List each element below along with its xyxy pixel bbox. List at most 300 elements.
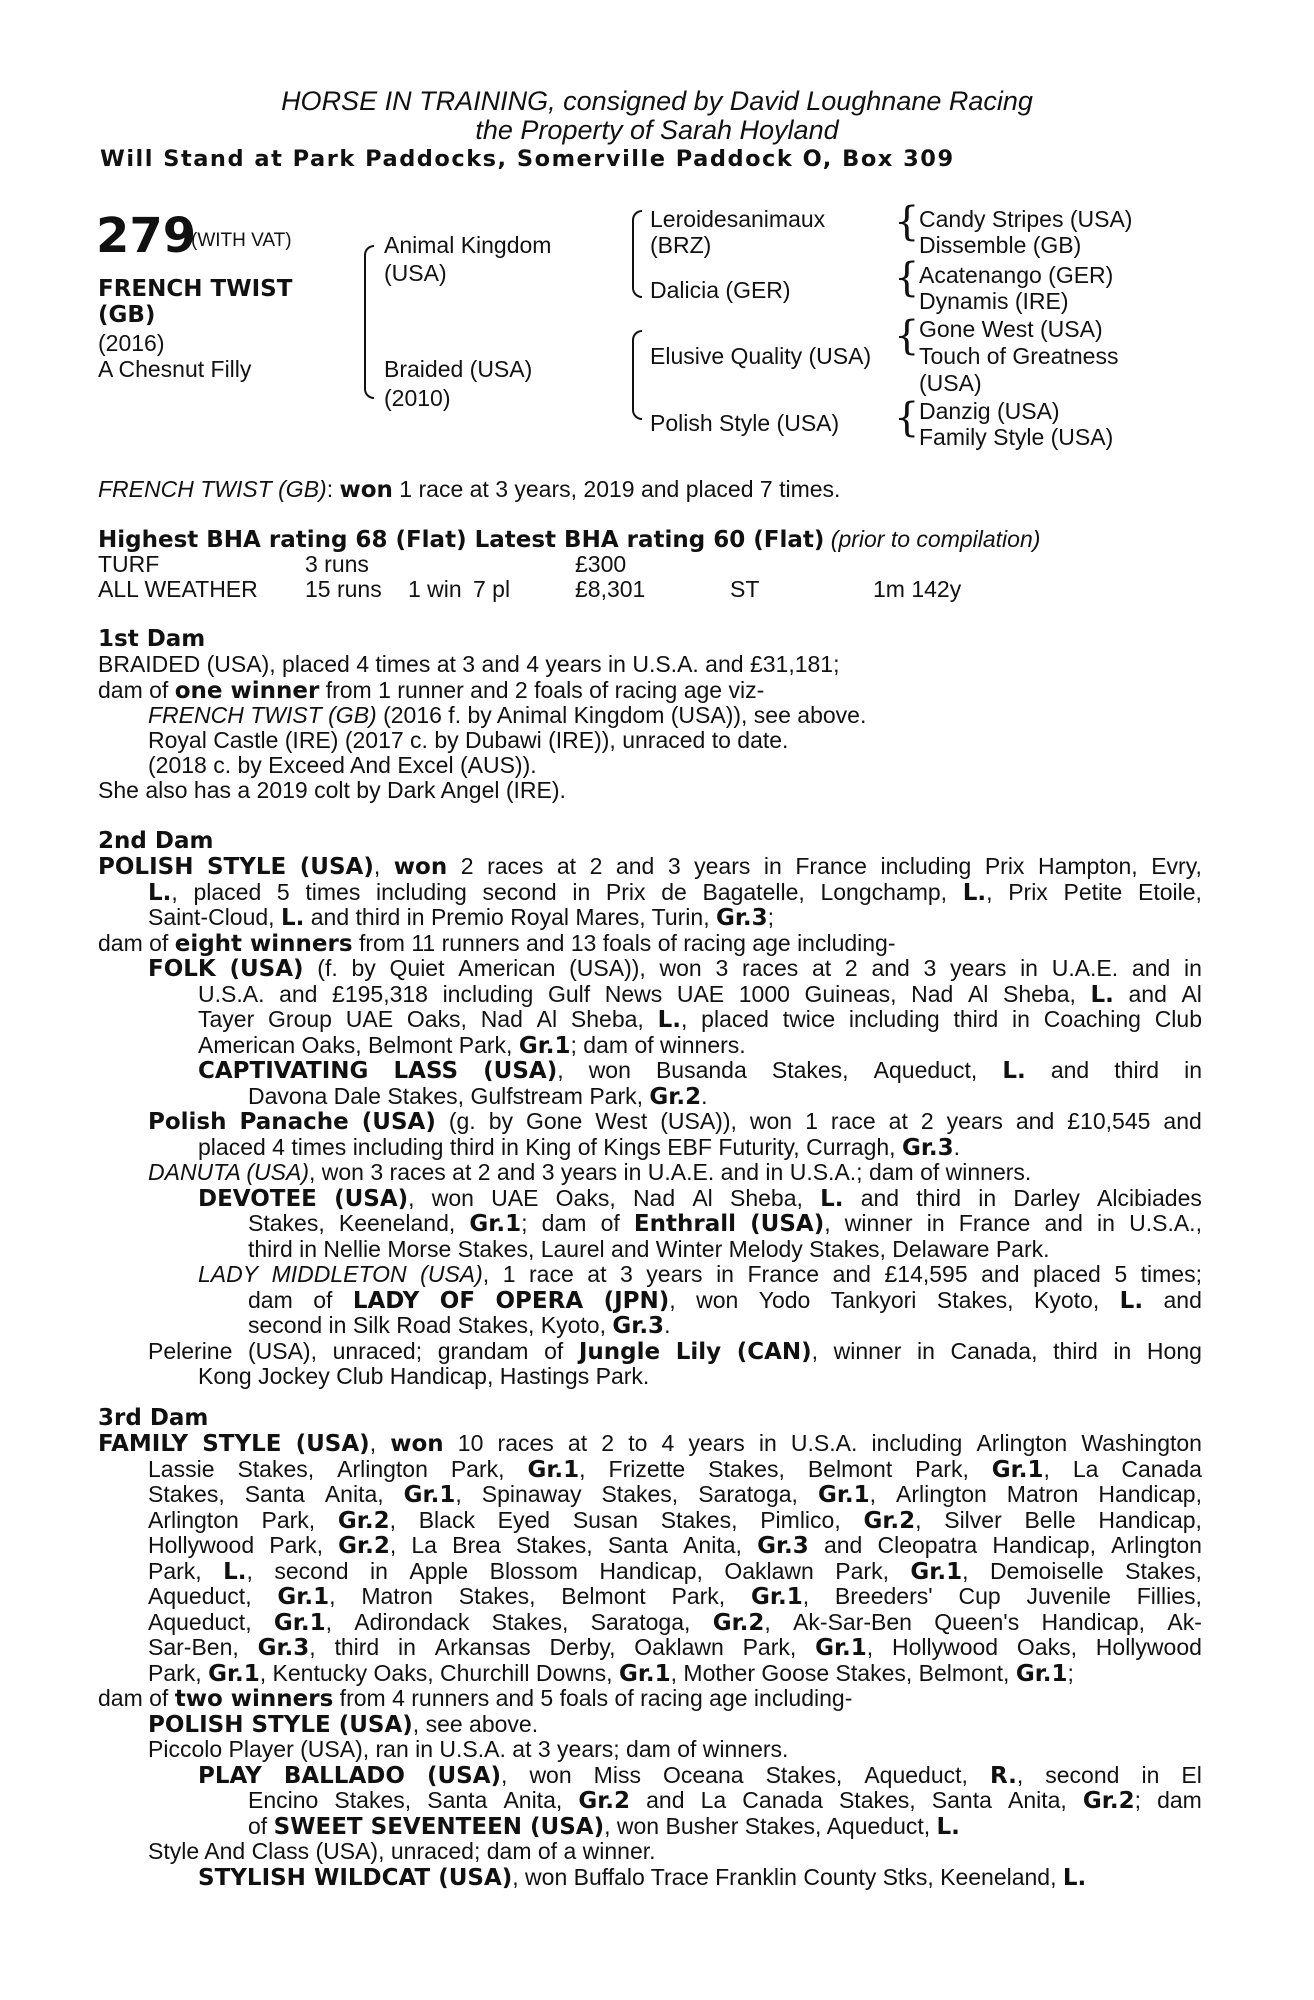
word: at (811, 955, 832, 981)
text-segment: eight winners (174, 930, 353, 957)
dss: Gone West (USA) (919, 316, 1103, 342)
word: UAE (676, 980, 725, 1007)
word: Gr.1, (527, 1455, 586, 1483)
text-segment: DANUTA (USA) (148, 1159, 309, 1185)
word: Group (268, 1006, 332, 1032)
word: Silver (944, 1506, 1002, 1533)
word: 2 (920, 1108, 934, 1134)
word: and (1050, 1057, 1090, 1083)
text-line (148, 1558, 1202, 1585)
word: races (487, 853, 544, 879)
word: in (758, 1430, 777, 1456)
word: and (1015, 1108, 1055, 1134)
word: to (628, 1430, 648, 1456)
word: Aqueduct, (864, 1761, 968, 1788)
word: (USA), (299, 853, 381, 880)
word: Pimlico, (760, 1506, 841, 1533)
text-segment: Davona Dale Stakes, Gulfstream Park, (248, 1082, 650, 1109)
word: American (458, 955, 556, 981)
word: Park, (671, 1583, 726, 1609)
word: Hollywood (148, 1532, 255, 1558)
first-dam-line-3: FRENCH TWIST (GB) (2016 f. by Animal Kingdom (USA)), see above. (148, 702, 867, 728)
word: Derby, (549, 1634, 616, 1660)
sire-dam: Dalicia (GER) (650, 277, 791, 303)
word: FAMILY (98, 1431, 189, 1457)
word: second (274, 1557, 349, 1584)
word: L., (148, 878, 178, 906)
word: at (888, 1108, 908, 1134)
word: Arkansas (434, 1634, 531, 1660)
text-line (98, 930, 896, 957)
text-line (198, 1006, 1202, 1033)
text-line (148, 1634, 1202, 1661)
word: Matron (361, 1583, 433, 1609)
word: Handicap, (992, 1532, 1096, 1558)
word: CAPTIVATING (198, 1058, 369, 1084)
ratings-cell: TURF (98, 551, 160, 577)
text-segment: placed 4 times including third in King of Kings EBF Futurity, Curragh, (198, 1133, 902, 1160)
third-dam-heading: 3rd Dam (98, 1405, 209, 1431)
word: in (917, 1337, 935, 1364)
text-line (198, 1134, 960, 1161)
word: Gulf (547, 980, 591, 1007)
word: Aqueduct, (873, 1057, 978, 1083)
word: Panache (239, 1109, 349, 1135)
word: years (688, 1430, 745, 1456)
lot-number: 279 (96, 208, 197, 264)
word: won (393, 854, 448, 880)
word: in (370, 1557, 388, 1584)
word: second (482, 878, 557, 905)
word: La (1072, 1455, 1099, 1482)
text-line (98, 1430, 1202, 1457)
horse-name: FRENCH TWIST (98, 276, 293, 302)
word: Stakes, (515, 1532, 593, 1558)
text-segment: of (248, 1812, 274, 1839)
word: Busanda (655, 1057, 747, 1083)
word: including (871, 1430, 963, 1456)
word: Gr.1, (273, 1608, 332, 1636)
word: and (823, 1532, 863, 1558)
word: Washington (1081, 1430, 1202, 1456)
text-segment: two winners (174, 1686, 334, 1712)
ssd: Dissemble (GB) (919, 232, 1082, 258)
text-segment: L. (936, 1813, 960, 1840)
text-segment: ; (767, 904, 775, 930)
text-line (198, 1261, 1202, 1288)
word: Handicap, (1041, 1608, 1146, 1635)
word: El (1181, 1761, 1202, 1788)
word: Hampton, (1037, 853, 1138, 879)
word: unraced; (332, 1337, 423, 1364)
word: U.S.A., (1129, 1210, 1202, 1236)
word: U.S.A. (790, 1430, 858, 1456)
text-line (148, 1507, 1202, 1534)
word: Handicap, (599, 1557, 703, 1584)
word: Handicap, (1098, 1481, 1202, 1507)
word: Arlington (896, 1481, 987, 1507)
word: Sheba, (730, 1184, 803, 1211)
vat-label: (WITH VAT) (191, 230, 292, 251)
word: Pelerine (148, 1337, 233, 1364)
text-line (248, 1787, 1202, 1814)
word: Juvenile (1026, 1583, 1111, 1609)
word: 3 (715, 955, 729, 981)
word: (USA), (750, 1210, 831, 1237)
word: (g. (448, 1108, 476, 1134)
word: STYLE (202, 1431, 282, 1457)
word: winner (844, 1210, 913, 1236)
text-segment: L. (1062, 1864, 1087, 1891)
word: grandam (437, 1337, 529, 1364)
word: Petite (1063, 878, 1123, 905)
word: Lassie (148, 1455, 215, 1482)
word: in (926, 1210, 945, 1236)
word: Etoile, (1137, 878, 1202, 905)
word: Keeneland, (338, 1210, 456, 1236)
text-segment: , won 3 races at 2 and 3 years in U.A.E. and in U.S.A.; dam of winners. (309, 1159, 1032, 1185)
word: Park, (835, 1557, 889, 1584)
word: UAE (345, 1006, 394, 1032)
word: in (1113, 1337, 1132, 1364)
text-segment: ; (1067, 1659, 1074, 1686)
word: 2 (601, 1430, 615, 1456)
first-dam-line-4: Royal Castle (IRE) (2017 c. by Dubawi (IRE)), unraced to date. (148, 727, 789, 753)
sire-sire-country: (BRZ) (650, 232, 712, 258)
text-line (148, 1583, 1202, 1610)
second-dam-heading: 2nd Dam (98, 828, 214, 854)
word: 5 (1114, 1261, 1128, 1287)
word: Frizette (608, 1455, 686, 1482)
text-segment: , Mother Goose Stakes, Belmont, (670, 1659, 1016, 1686)
dam-sire: Elusive Quality (USA) (650, 343, 872, 369)
word: 2 (589, 853, 603, 879)
word: (USA) (229, 956, 304, 982)
word: Tayer (198, 1006, 255, 1032)
text-line (198, 1363, 649, 1390)
word: Gr.1, (403, 1481, 462, 1508)
word: PLAY (198, 1762, 262, 1789)
text-line (148, 1159, 1031, 1186)
text-line (148, 1609, 1202, 1636)
ratings-cell: 15 runs (305, 576, 382, 602)
word: Gr.2 (578, 1788, 631, 1814)
text-line (148, 1711, 538, 1738)
text-segment: Gr.1 (518, 1032, 571, 1059)
word: Stakes, (708, 1455, 785, 1482)
word: third (1053, 1337, 1098, 1364)
word: won (431, 1184, 474, 1211)
word: years (950, 955, 1007, 981)
word: Anita, (324, 1481, 384, 1507)
word: West (595, 1108, 648, 1134)
word: placed (1033, 1261, 1101, 1287)
word: Park, (148, 1557, 202, 1584)
word: Nad (632, 1184, 676, 1211)
word: Cup (958, 1583, 1001, 1609)
word: Gr.2, (712, 1608, 771, 1636)
word: and (1131, 955, 1171, 981)
word: Al (692, 1184, 713, 1211)
word: and (1163, 1108, 1202, 1134)
word: Santa (931, 1787, 992, 1813)
word: 5 (276, 878, 290, 905)
text-segment: dam of (98, 1685, 175, 1711)
text-line (248, 1236, 1050, 1263)
word: 4 (661, 1430, 675, 1456)
dam-bracket (632, 330, 642, 420)
word: Coaching (1043, 1006, 1141, 1032)
word: Enthrall (633, 1211, 736, 1237)
word: and (1128, 980, 1167, 1007)
word: Stakes, (491, 1608, 569, 1635)
word: Handicap, (1098, 1506, 1202, 1533)
word: Prix (984, 853, 1025, 879)
word: Cleopatra (877, 1532, 978, 1558)
word: Arlington (976, 1430, 1068, 1456)
word: Anita, (503, 1787, 563, 1813)
header-title: HORSE IN TRAINING, consigned by David Loughnane Racing (281, 86, 1033, 116)
word: Stakes, (148, 1481, 225, 1507)
word: L. (1119, 1287, 1144, 1314)
word: of (600, 1210, 620, 1236)
word: Quiet (389, 955, 445, 981)
word: Club (1154, 1006, 1202, 1032)
word: and (981, 1261, 1020, 1287)
word: Santa (607, 1532, 668, 1558)
word: (f. (317, 955, 338, 981)
word: Ak-Sar-Ben (793, 1608, 912, 1635)
word: Al (536, 1006, 558, 1032)
brace-1: { (894, 199, 920, 245)
word: including (848, 1006, 940, 1032)
word: and (860, 1184, 900, 1211)
word: Saratoga, (698, 1481, 798, 1507)
word: Park, (915, 1455, 969, 1482)
word: Fillies, (1136, 1583, 1202, 1609)
word: Prix (605, 878, 646, 905)
header-subtitle: the Property of Sarah Hoyland (475, 115, 839, 145)
text-segment: ; dam of winners. (570, 1031, 746, 1058)
word: Polish (148, 1109, 227, 1135)
word: in (716, 1261, 734, 1287)
word: Oaklawn (634, 1634, 724, 1660)
word: La (411, 1532, 437, 1558)
word: Santa (244, 1481, 305, 1507)
text-line (148, 1108, 1202, 1135)
word: Stakes, (334, 1787, 412, 1813)
word: and (871, 955, 910, 981)
sss: Candy Stripes (USA) (919, 206, 1133, 232)
text-line (148, 1481, 1202, 1508)
word: Matron (1006, 1481, 1079, 1507)
ratings-cell: 3 runs (305, 551, 369, 577)
word: Park, (450, 1455, 505, 1482)
word: (USA), (295, 1430, 377, 1457)
word: Anita, (683, 1532, 742, 1558)
word: winner (833, 1337, 902, 1364)
text-line (248, 1312, 670, 1339)
word: by (488, 1108, 513, 1134)
word: twice (782, 1006, 836, 1032)
word: (USA), (247, 1337, 317, 1364)
word: race (529, 1261, 574, 1287)
text-segment: . (664, 1312, 671, 1338)
word: dam (248, 1286, 293, 1313)
word: in (1020, 955, 1038, 981)
word: U.A.E. (1051, 955, 1119, 981)
word: and (279, 980, 318, 1007)
word: (USA), (420, 1261, 490, 1287)
word: Gr.1, (991, 1455, 1050, 1483)
word: second (1045, 1761, 1120, 1788)
word: Prix (1008, 878, 1048, 905)
word: France (958, 1210, 1031, 1236)
text-segment: Gr.1 (208, 1660, 260, 1687)
word: 2 (844, 955, 858, 981)
text-segment: Kong Jockey Club Handicap, Hastings Park. (198, 1363, 650, 1389)
word: £10,545 (1067, 1108, 1151, 1134)
word: Arlington (1111, 1532, 1202, 1558)
word: and (1163, 1286, 1202, 1313)
text-line (148, 955, 1202, 982)
word: La (700, 1787, 727, 1813)
word: and (615, 853, 655, 879)
text-segment: , Kentucky Oaks, Churchill Downs, (259, 1659, 619, 1686)
word: Yodo (758, 1286, 811, 1313)
word: Demoiselle (989, 1557, 1104, 1584)
word: Aqueduct, (148, 1583, 252, 1609)
word: (USA) (361, 1109, 436, 1135)
text-line (148, 1736, 788, 1763)
word: Gr.1, (910, 1557, 969, 1585)
word: Gr.3, (257, 1634, 316, 1661)
word: years (646, 1261, 703, 1287)
word: OPERA (495, 1287, 584, 1314)
word: Stakes, (458, 1583, 536, 1609)
word: £14,595 (884, 1261, 968, 1287)
word: Black (418, 1506, 475, 1533)
word: Susan (572, 1506, 639, 1533)
word: Oaks, (555, 1184, 616, 1211)
word: Alcibiades (1097, 1184, 1202, 1211)
word: Eyed (497, 1506, 551, 1533)
word: Miss (593, 1761, 641, 1788)
ratings-cell: £8,301 (575, 576, 646, 602)
text-segment: SWEET SEVENTEEN (USA) (273, 1813, 605, 1840)
text-line (198, 1864, 1086, 1891)
word: including (376, 878, 467, 905)
first-dam-line-5: (2018 c. by Exceed And Excel (AUS)). (148, 752, 537, 778)
text-line (198, 1057, 1202, 1084)
word: Sar-Ben, (148, 1634, 239, 1660)
sire-bracket (632, 210, 642, 298)
dds: Danzig (USA) (919, 398, 1060, 424)
text-segment: , won Buffalo Trace Franklin County Stks, Keeneland, (512, 1863, 1063, 1890)
text-segment: . (701, 1082, 708, 1109)
text-line (248, 1083, 707, 1110)
word: Queen's (934, 1608, 1020, 1635)
text-segment: , see above. (412, 1710, 539, 1737)
horse-description: A Chesnut Filly (98, 356, 252, 382)
word: Belmont (807, 1455, 893, 1482)
dam-year: (2010) (384, 385, 451, 411)
sds: Acatenango (GER) (919, 262, 1114, 288)
word: races (742, 955, 799, 981)
word: (USA), (483, 1057, 564, 1084)
word: and (646, 1787, 685, 1813)
brace-3: { (894, 313, 920, 359)
text-segment: and third in Premio Royal Mares, Turin, (304, 904, 716, 930)
word: Hollywood (891, 1634, 999, 1660)
text-segment: Style And Class (USA), unraced; dam of a winner. (148, 1838, 656, 1864)
word: News (604, 980, 663, 1007)
stand-location: Will Stand at Park Paddocks, Somerville Paddock O, Box 309 (100, 146, 955, 172)
dam-name: Braided (USA) (384, 356, 533, 382)
text-line (148, 904, 774, 931)
word: L., (223, 1557, 253, 1585)
text-segment: Gr.1 (618, 1660, 671, 1687)
text-line (98, 1685, 852, 1712)
word: Kyoto, (1034, 1286, 1100, 1313)
word: LASS (393, 1058, 459, 1084)
word: Brea (452, 1532, 501, 1558)
word: Jungle (578, 1338, 661, 1365)
word: 3 (619, 1261, 633, 1287)
word: Stakes, (237, 1455, 315, 1482)
text-segment: American Oaks, Belmont Park, (198, 1031, 519, 1058)
word: Spinaway (481, 1481, 582, 1507)
word: Gr.2, (337, 1506, 396, 1534)
text-line (248, 1210, 1202, 1237)
text-segment: Gr.1 (1015, 1660, 1068, 1687)
word: won (659, 955, 702, 981)
text-line (148, 1532, 1202, 1559)
word: 1000 (738, 980, 790, 1007)
text-line (148, 1660, 1074, 1687)
word: including (880, 853, 972, 879)
word: 10 (457, 1430, 484, 1456)
word: at (587, 1261, 607, 1287)
text-line (198, 1762, 1202, 1789)
word: 3 (923, 955, 937, 981)
word: L., (962, 878, 993, 906)
pedigree-bracket (364, 245, 374, 399)
word: Darley (1013, 1184, 1080, 1211)
word: Park, (742, 1634, 797, 1660)
word: POLISH (98, 854, 194, 880)
word: R., (989, 1761, 1024, 1789)
word: OF (439, 1287, 476, 1314)
word: won (390, 1431, 444, 1457)
text-segment: from 4 runners and 5 foals of racing age including- (333, 1685, 853, 1711)
race-summary: FRENCH TWIST (GB): won 1 race at 3 years, 2019 and placed 7 times. (98, 476, 841, 503)
sire-sire: Leroidesanimaux (650, 206, 826, 232)
word: LADY (198, 1261, 259, 1287)
word: races (497, 1430, 554, 1456)
brace-4: { (894, 395, 920, 441)
word: in (763, 853, 782, 879)
word: de (661, 878, 687, 905)
word: L. (820, 1185, 844, 1212)
word: BALLADO (283, 1762, 405, 1789)
word: Longchamp, (820, 878, 948, 905)
word: L., (657, 1006, 688, 1033)
word: Gr.1, (817, 1481, 877, 1508)
word: Gone (525, 1108, 583, 1134)
word: won (749, 1108, 793, 1134)
ratings-cell: 7 pl (473, 576, 511, 602)
